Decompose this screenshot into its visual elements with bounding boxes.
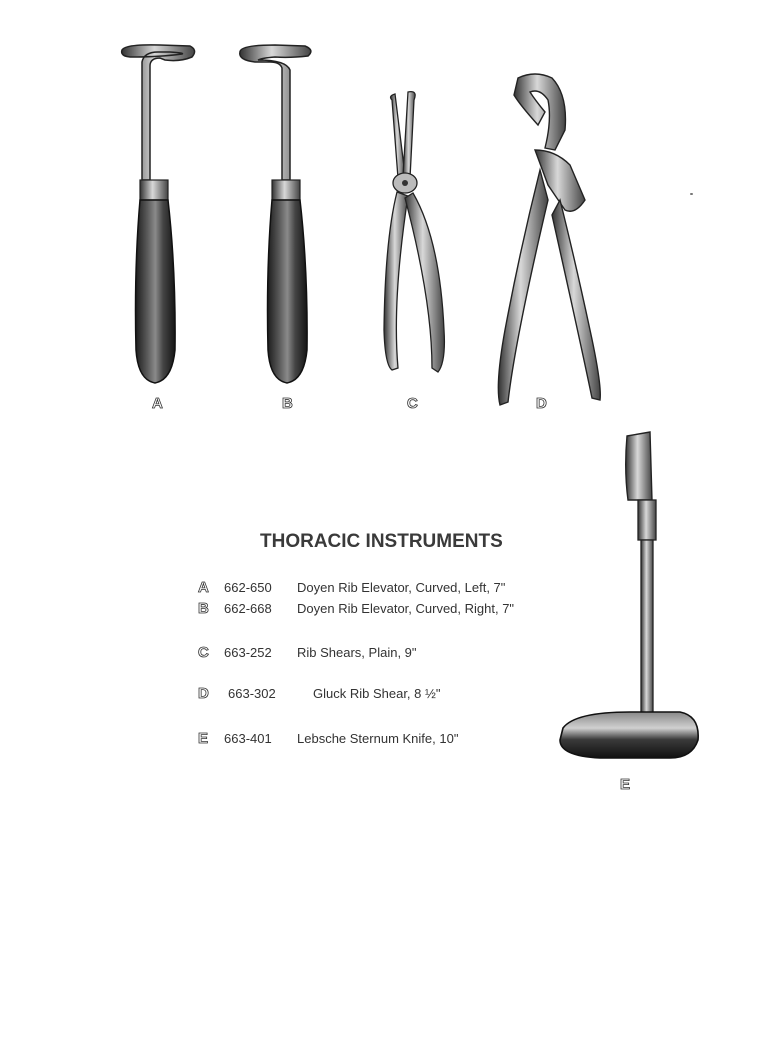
instrument-a-drawing — [122, 45, 195, 383]
item-description: Rib Shears, Plain, 9" — [297, 645, 417, 660]
item-code: 663-401 — [224, 731, 272, 746]
figure-label-e: E — [620, 776, 631, 793]
item-letter: D — [198, 685, 209, 702]
figure-label-a: A — [152, 395, 163, 412]
list-item — [198, 645, 538, 663]
instrument-e-drawing — [560, 432, 698, 758]
item-description: Gluck Rib Shear, 8 ½" — [313, 686, 441, 701]
item-code: 662-650 — [224, 580, 272, 595]
list-item — [198, 601, 538, 619]
item-description: Doyen Rib Elevator, Curved, Left, 7" — [297, 580, 506, 595]
item-letter: E — [198, 730, 209, 747]
item-letter: A — [198, 579, 209, 596]
figure-label-c: C — [407, 395, 418, 412]
list-item — [198, 731, 538, 749]
item-letter: B — [198, 600, 209, 617]
instrument-d-drawing — [498, 74, 600, 405]
item-description: Doyen Rib Elevator, Curved, Right, 7" — [297, 601, 515, 616]
figure-label-b: B — [282, 395, 293, 412]
item-code: 663-252 — [224, 645, 272, 660]
page-title: THORACIC INSTRUMENTS — [260, 531, 503, 552]
list-item — [198, 686, 538, 704]
item-code: 662-668 — [224, 601, 272, 616]
item-description: Lebsche Sternum Knife, 10" — [297, 731, 459, 746]
item-code: 663-302 — [228, 686, 276, 701]
scan-speck — [690, 193, 693, 195]
instrument-c-drawing — [384, 92, 444, 372]
figure-label-d: D — [536, 395, 547, 412]
list-item — [198, 580, 538, 598]
instrument-b-drawing — [240, 45, 311, 383]
item-letter: C — [198, 644, 209, 661]
